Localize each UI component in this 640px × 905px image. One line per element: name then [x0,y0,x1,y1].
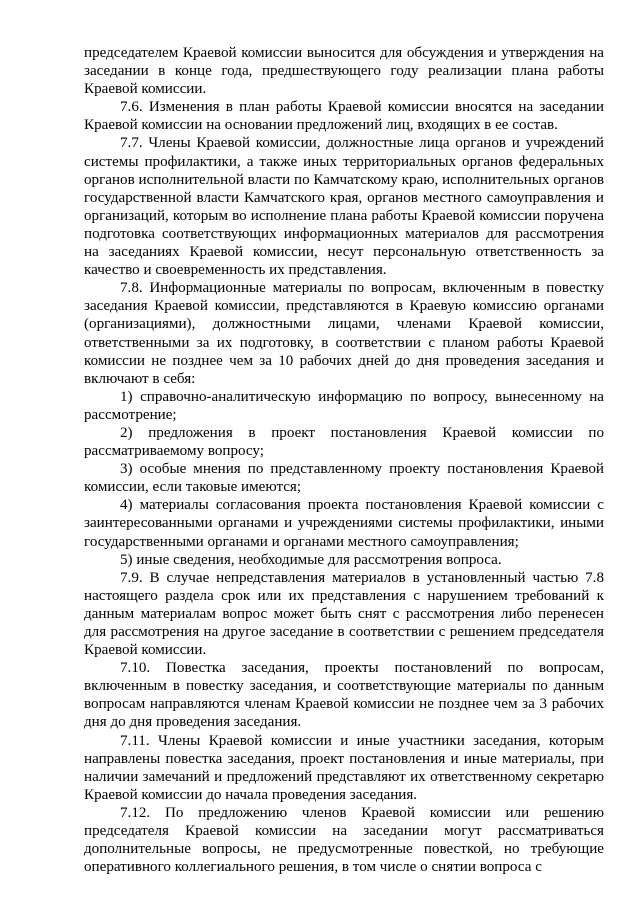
list-item-2: 2) предложения в проект постановления Краевой комиссии по рассматриваемому вопросу; [84,424,604,460]
paragraph-continuation: председателем Краевой комиссии выносится для обсуждения и утверждения на заседании в конце года, предшествующего году реализации плана работы Краевой комиссии. [84,45,604,98]
paragraph-7-12: 7.12. По предложению членов Краевой комиссии или решению председателя Краевой комиссии на заседании могут рассматриваться дополнительные вопросы, не предусмотренные повесткой, но требующие оперативного коллегиального решения, в том числе о снятии вопроса с [84,804,604,876]
paragraph-7-8: 7.8. Информационные материалы по вопросам, включенным в повестку заседания Краевой комиссии, представляются в Краевую комиссию органами (организациями), должностными лицами, членами Краевой комиссии, ответственными за их подготовку, в соответствии с планом работы Краевой комиссии не позднее чем за 10 рабочих дней до дня проведения заседания и включают в себя: [84,280,604,387]
paragraph-7-6: 7.6. Изменения в план работы Краевой комиссии вносятся на заседании Краевой комиссии на основании предложений лиц, входящих в ее состав. [84,99,604,134]
document-body [84,44,604,876]
list-item-3: 3) особые мнения по представленному проекту постановления Краевой комиссии, если таковые имеются; [84,461,604,496]
list-item-4: 4) материалы согласования проекта постановления Краевой комиссии с заинтересованными органами и учреждениями системы профилактики, иными государственными органами и органами местного самоуправления; [84,497,604,550]
list-item-1: 1) справочно-аналитическую информацию по вопросу, вынесенному на рассмотрение; [84,388,604,423]
paragraph-7-11: 7.11. Члены Краевой комиссии и иные участники заседания, которым направлены повестка заседания, проект постановления и иные материалы, при наличии замечаний и предложений представляют их ответственному секретарю Краевой комиссии до начала проведения заседания. [84,732,604,803]
list-item-5: 5) иные сведения, необходимые для рассмотрения вопроса. [120,551,502,568]
paragraph-7-9: 7.9. В случае непредставления материалов в установленный частью 7.8 настоящего раздела срок или их представления с нарушением требований к данным материалам вопрос может быть снят с рассмотрения либо перенесен для рассмотрения на другое заседание в соответствии с решением председателя Краевой комиссии. [84,569,604,659]
paragraph-7-10: 7.10. Повестка заседания, проекты постановлений по вопросам, включенным в повестку заседания, и соответствующие материалы по данным вопросам направляются членам Краевой комиссии не позднее чем за 3 рабочих дня до дня проведения заседания. [84,660,604,731]
paragraph-7-7: 7.7. Члены Краевой комиссии, должностные лица органов и учреждений системы профилактики, а также иных территориальных органов федеральных органов исполнительной власти по Камчатскому краю, исполнительных органов государственной власти Камчатского края, органов местного самоуправления и организаций, которым во исполнение плана работы Краевой комиссии поручена подготовка соответствующих информационных материалов для рассмотрения на заседаниях Краевой комиссии, несут персональную ответственность за качество и своевременность их представления. [84,135,604,279]
